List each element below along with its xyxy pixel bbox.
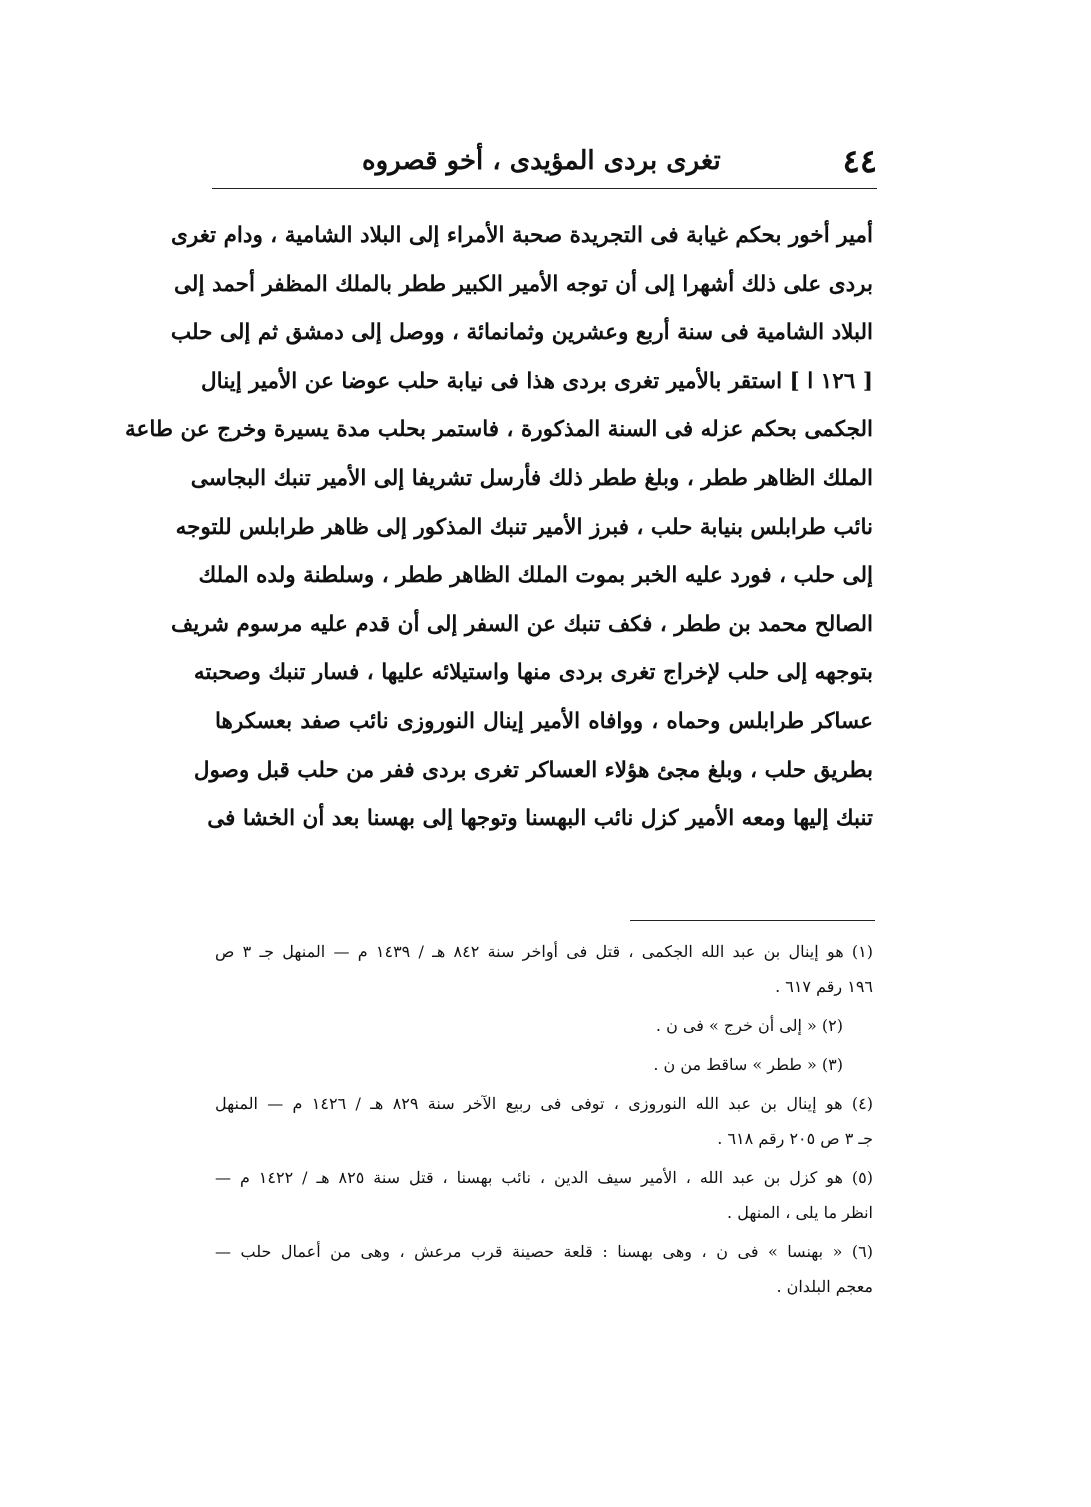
footnote-2: (٢) « إلى أن خرج » فى ن . xyxy=(655,1016,843,1035)
text-line: [ ١٢٦ ا ] استقر بالأمير تغرى بردى هذا فى نيابة حلب عوضا عن الأمير إينال xyxy=(201,368,873,394)
text-line: بتوجهه إلى حلب لإخراج تغرى بردى منها واستيلائه عليها ، فسار تنبك وصحبته xyxy=(193,660,873,686)
footnote-6-line-2: معجم البلدان . xyxy=(776,1277,873,1296)
text-line: إلى حلب ، فورد عليه الخبر بموت الملك الظاهر ططر ، وسلطنة ولده الملك xyxy=(198,563,873,589)
footnote-6-line-1: (٦) « بهنسا » فى ن ، وهى بهسنا : قلعة حصينة قرب مرعش ، وهى من أعمال حلب — xyxy=(215,1242,873,1261)
header-rule xyxy=(212,188,877,189)
text-line: أمير أخور بحكم غيابة فى التجريدة صحبة الأمراء إلى البلاد الشامية ، ودام تغرى xyxy=(171,223,873,248)
text-line: نائب طرابلس بنيابة حلب ، فبرز الأمير تنبك المذكور إلى ظاهر طرابلس للتوجه xyxy=(175,514,873,540)
text-line: الملك الظاهر ططر ، وبلغ ططر ذلك فأرسل تشريفا إلى الأمير تنبك البجاسى xyxy=(190,465,873,491)
text-line: عساكر طرابلس وحماه ، ووافاه الأمير إينال النوروزى نائب صفد بعسكرها xyxy=(215,708,873,734)
footnote-4-line-2: جـ ٣ ص ٢٠٥ رقم ٦١٨ . xyxy=(717,1129,873,1148)
text-line: الصالح محمد بن ططر ، فكف تنبك عن السفر إلى أن قدم عليه مرسوم شريف xyxy=(170,611,873,637)
text-line: البلاد الشامية فى سنة أربع وعشرين وثمانمائة ، ووصل إلى دمشق ثم إلى حلب xyxy=(170,320,873,346)
footnote-5-line-2: انظر ما يلى ، المنهل . xyxy=(727,1203,873,1222)
page-number: ٤٤ xyxy=(842,142,877,180)
footnote-5-line-1: (٥) هو كزل بن عبد الله ، الأمير سيف الدين ، نائب بهسنا ، قتل سنة ٨٢٥ هـ / ١٤٢٢ م — xyxy=(215,1168,874,1187)
text-line: بردى على ذلك أشهرا إلى أن توجه الأمير الكبير ططر بالملك المظفر أحمد إلى xyxy=(174,271,873,297)
running-title: تغرى بردى المؤيدى ، أخو قصروه xyxy=(362,146,721,176)
footnote-4-line-1: (٤) هو إينال بن عبد الله النوروزى ، توفى فى ربيع الآخر سنة ٨٢٩ هـ / ١٤٢٦ م — المنهل xyxy=(215,1094,873,1113)
main-text xyxy=(124,212,873,844)
text-line: بطريق حلب ، وبلغ مجئ هؤلاء العساكر تغرى بردى ففر من حلب قبل وصول xyxy=(193,757,873,783)
footnote-3: (٣) « ططر » ساقط من ن . xyxy=(653,1055,843,1074)
footnotes xyxy=(215,934,873,1304)
footnote-separator xyxy=(630,920,875,921)
page-header xyxy=(212,136,877,186)
text-line: تنبك إليها ومعه الأمير كزل نائب البهسنا وتوجها إلى بهسنا بعد أن الخشا فى xyxy=(207,806,873,832)
footnote-1-line-1: (١) هو إينال بن عبد الله الجكمى ، قتل فى أواخر سنة ٨٤٢ هـ / ١٤٣٩ م — المنهل جـ ٣ ص xyxy=(215,942,873,961)
text-line: الجكمى بحكم عزله فى السنة المذكورة ، فاستمر بحلب مدة يسيرة وخرج عن طاعة xyxy=(124,417,873,443)
footnote-1-line-2: ١٩٦ رقم ٦١٧ . xyxy=(775,977,873,996)
